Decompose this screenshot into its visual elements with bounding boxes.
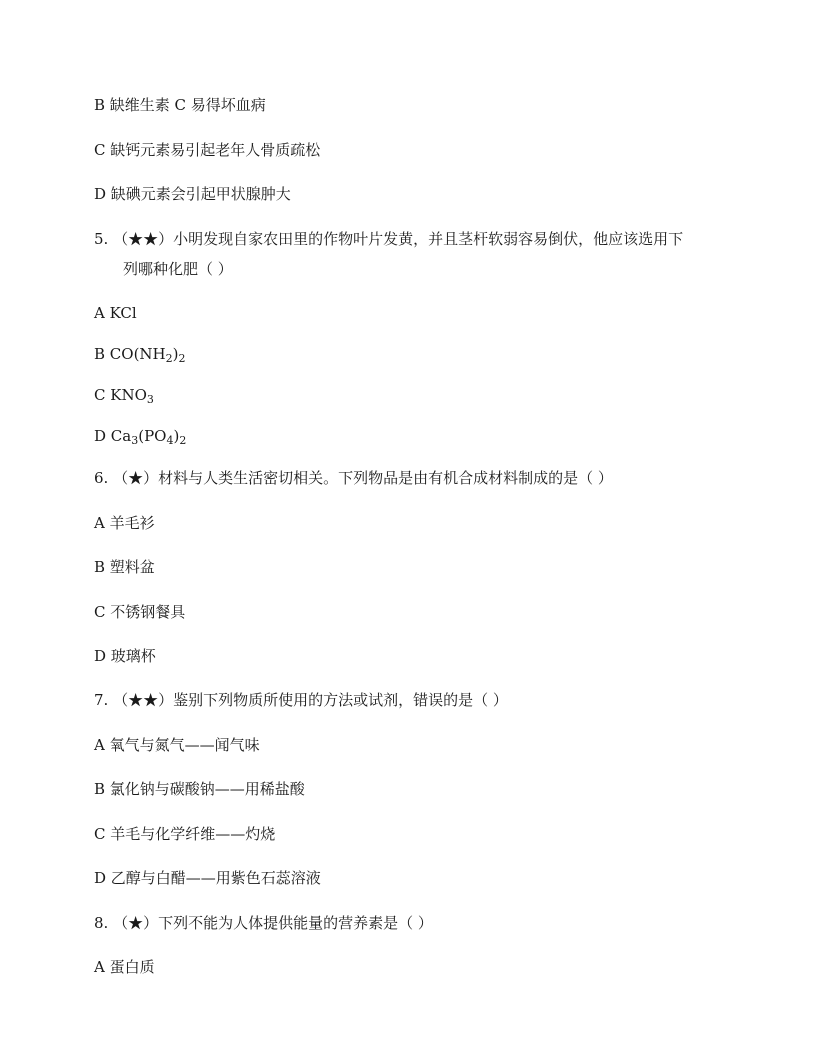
- formula-subscript: 2: [165, 352, 173, 365]
- formula-text: B CO(NH: [94, 345, 166, 363]
- option-c-q7: C 羊毛与化学纤维——灼烧: [94, 825, 276, 843]
- formula-text: ): [173, 427, 180, 445]
- option-a-q5: A KCl: [94, 304, 137, 322]
- option-b-q6: B 塑料盆: [94, 558, 155, 576]
- formula-text: ): [172, 345, 179, 363]
- option-d-q7: D 乙醇与白醋——用紫色石蕊溶液: [94, 869, 321, 887]
- formula-text: C KNO: [94, 386, 147, 404]
- option-c-q5: [94, 384, 154, 406]
- question-6: 6. （★）材料与人类生活密切相关。下列物品是由有机合成材料制成的是（ ）: [94, 469, 613, 487]
- option-c-q4: C 缺钙元素易引起老年人骨质疏松: [94, 141, 321, 159]
- question-7: 7. （★★）鉴别下列物质所使用的方法或试剂，错误的是（ ）: [94, 691, 508, 709]
- question-5: 5. （★★）小明发现自家农田里的作物叶片发黄，并且茎杆软弱容易倒伏，他应该选用下: [94, 230, 684, 248]
- option-a-q8: A 蛋白质: [94, 958, 155, 976]
- option-b-q5: [94, 343, 185, 365]
- question-8: 8. （★）下列不能为人体提供能量的营养素是（ ）: [94, 914, 433, 932]
- formula-text: D Ca: [94, 427, 132, 445]
- option-b-q7: B 氯化钠与碳酸钠——用稀盐酸: [94, 780, 305, 798]
- formula-text: (PO: [138, 427, 167, 445]
- formula-subscript: 4: [166, 434, 174, 447]
- option-d-q6: D 玻璃杯: [94, 647, 156, 665]
- option-d-q5: [94, 425, 186, 447]
- option-a-q7: A 氧气与氮气——闻气味: [94, 736, 260, 754]
- formula-subscript: 2: [178, 352, 186, 365]
- formula-subscript: 3: [131, 434, 139, 447]
- option-b-q4: B 缺维生素 C 易得坏血病: [94, 96, 266, 114]
- option-c-q6: C 不锈钢餐具: [94, 603, 186, 621]
- option-d-q4: D 缺碘元素会引起甲状腺肿大: [94, 185, 291, 203]
- question-5-continued: 列哪种化肥（ ）: [123, 260, 233, 278]
- formula-subscript: 3: [146, 393, 154, 406]
- option-a-q6: A 羊毛衫: [94, 514, 155, 532]
- formula-subscript: 2: [179, 434, 187, 447]
